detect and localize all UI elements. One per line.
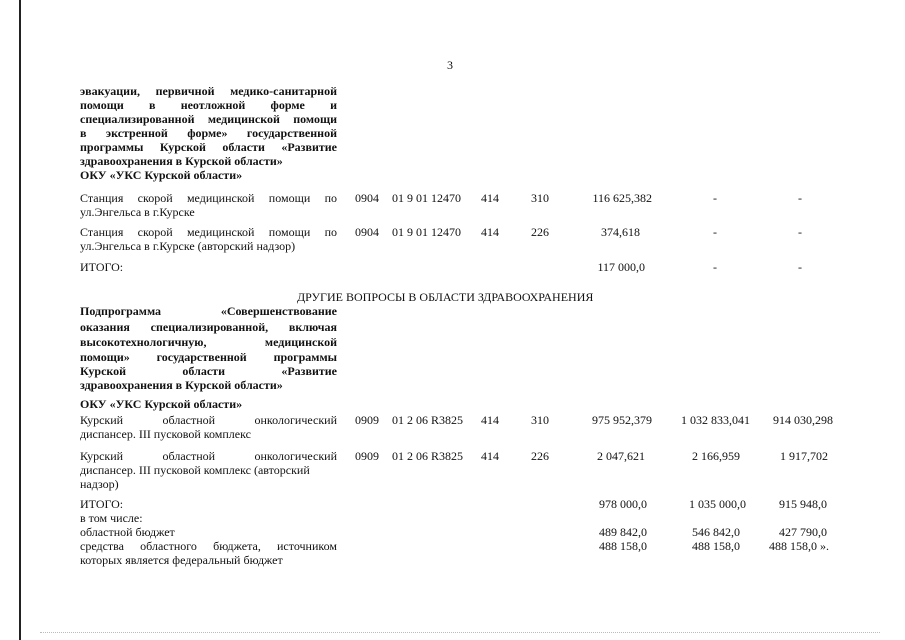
kosgu-code: 310 bbox=[531, 191, 549, 205]
total-year1: 978 000,0 bbox=[599, 497, 647, 511]
row-name-line: ул.Энгельса в г.Курске (авторский надзор) bbox=[80, 239, 296, 253]
expense-type: 414 bbox=[481, 449, 499, 463]
amount-year3: - bbox=[798, 191, 802, 205]
federal-label-line: средства областного бюджета, источником bbox=[80, 539, 337, 553]
heading-line: специализированной медицинской помощи bbox=[80, 112, 337, 126]
including-label: в том числе: bbox=[80, 511, 143, 525]
amount-year3: - bbox=[798, 225, 802, 239]
org-name: ОКУ «УКС Курской области» bbox=[80, 168, 243, 182]
heading-line: помощи» государственной программы bbox=[80, 350, 337, 364]
target-article: 01 9 01 12470 bbox=[392, 191, 461, 205]
expense-type: 414 bbox=[481, 191, 499, 205]
amount-year1: 374,618 bbox=[601, 225, 640, 239]
total-year3: - bbox=[798, 260, 802, 274]
page-left-border bbox=[19, 0, 21, 640]
amount-year3: 1 917,702 bbox=[780, 449, 828, 463]
heading-line: Курской области «Развитие bbox=[80, 364, 337, 378]
row-name-line: диспансер. III пусковой комплекс bbox=[80, 427, 251, 441]
amount-year1: 2 047,621 bbox=[597, 449, 645, 463]
page-number: 3 bbox=[447, 58, 453, 72]
amount-year1: 975 952,379 bbox=[592, 413, 652, 427]
kosgu-code: 226 bbox=[531, 449, 549, 463]
expense-type: 414 bbox=[481, 413, 499, 427]
section-code: 0909 bbox=[355, 413, 379, 427]
total-label: ИТОГО: bbox=[80, 260, 124, 274]
heading-line: эвакуации, первичной медико-санитарной bbox=[80, 84, 337, 98]
target-article: 01 9 01 12470 bbox=[392, 225, 461, 239]
heading-line: высокотехнологичную, медицинской bbox=[80, 335, 337, 349]
section-title: ДРУГИЕ ВОПРОСЫ В ОБЛАСТИ ЗДРАВООХРАНЕНИЯ bbox=[297, 290, 594, 304]
amount-year2: - bbox=[713, 225, 717, 239]
row-name-line: Станция скорой медицинской помощи по bbox=[80, 191, 337, 205]
total-label: ИТОГО: bbox=[80, 497, 124, 511]
heading-line: в экстренной форме» государственной bbox=[80, 126, 337, 140]
row-name-line: Курский областной онкологический bbox=[80, 449, 337, 463]
regional-year3: 427 790,0 bbox=[779, 525, 827, 539]
federal-year1: 488 158,0 bbox=[599, 539, 647, 553]
section-code: 0904 bbox=[355, 225, 379, 239]
heading-line: помощи в неотложной форме и bbox=[80, 98, 337, 112]
row-name-line: ул.Энгельса в г.Курске bbox=[80, 205, 195, 219]
total-year1: 117 000,0 bbox=[597, 260, 645, 274]
heading-line: здравоохранения в Курской области» bbox=[80, 378, 283, 392]
total-year3: 915 948,0 bbox=[779, 497, 827, 511]
section-code: 0904 bbox=[355, 191, 379, 205]
amount-year1: 116 625,382 bbox=[592, 191, 652, 205]
kosgu-code: 226 bbox=[531, 225, 549, 239]
scan-noise-line bbox=[40, 632, 880, 633]
row-name-line: надзор) bbox=[80, 477, 119, 491]
heading-line: оказания специализированной, включая bbox=[80, 320, 337, 334]
org-name: ОКУ «УКС Курской области» bbox=[80, 397, 243, 411]
regional-label: областной бюджет bbox=[80, 525, 175, 539]
regional-year1: 489 842,0 bbox=[599, 525, 647, 539]
section-code: 0909 bbox=[355, 449, 379, 463]
regional-year2: 546 842,0 bbox=[692, 525, 740, 539]
target-article: 01 2 06 R3825 bbox=[392, 449, 464, 463]
federal-year3: 488 158,0 ». bbox=[769, 539, 829, 553]
expense-type: 414 bbox=[481, 225, 499, 239]
amount-year2: - bbox=[713, 191, 717, 205]
heading-line: Подпрограмма «Совершенствование bbox=[80, 304, 337, 318]
federal-label-line: которых является федеральный бюджет bbox=[80, 553, 283, 567]
federal-year2: 488 158,0 bbox=[692, 539, 740, 553]
target-article: 01 2 06 R3825 bbox=[392, 413, 464, 427]
amount-year2: 2 166,959 bbox=[692, 449, 740, 463]
amount-year2: 1 032 833,041 bbox=[681, 413, 750, 427]
heading-line: здравоохранения в Курской области» bbox=[80, 154, 283, 168]
heading-line: программы Курской области «Развитие bbox=[80, 140, 337, 154]
total-year2: - bbox=[713, 260, 717, 274]
kosgu-code: 310 bbox=[531, 413, 549, 427]
row-name-line: Станция скорой медицинской помощи по bbox=[80, 225, 337, 239]
row-name-line: диспансер. III пусковой комплекс (авторский bbox=[80, 463, 310, 477]
total-year2: 1 035 000,0 bbox=[689, 497, 746, 511]
row-name-line: Курский областной онкологический bbox=[80, 413, 337, 427]
amount-year3: 914 030,298 bbox=[773, 413, 833, 427]
